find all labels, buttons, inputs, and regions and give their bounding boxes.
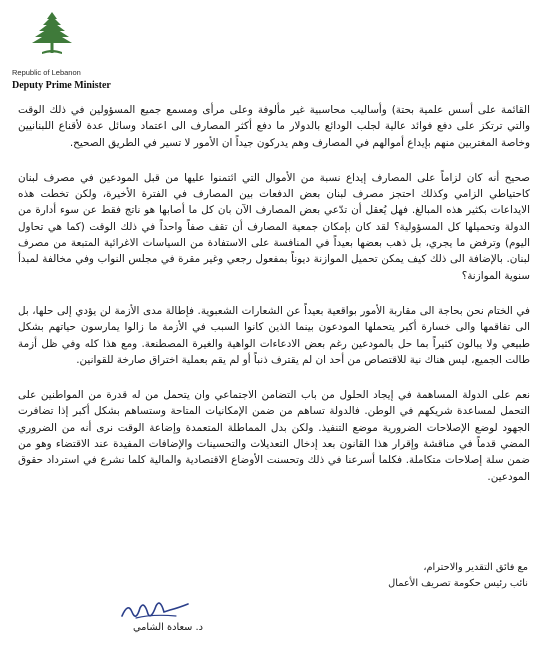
signatory-name: د. سعادة الشامي — [133, 622, 203, 633]
closing-block — [268, 560, 528, 592]
paragraph-3: في الختام نحن بحاجة الى مقاربة الأمور بواقعية بعيداً عن الشعارات الشعبوية. فإطالة مدى الأزمة لن يؤدي إلى حلها، بل الى تفاقمها والى خسارة أكبر يتحملها المودعون بينما الذين كانوا السبب في الأزمة ما زالوا يمارسون حياتهم بشكل طبيعي ولا يبالون كثيراً بما حل بالمودعين رغم بعض الادعاءات الواهية والغيرة المصطنعة. ومع هذا كله وفي ظل أزمة طالت الجميع، ليس هناك نية للاقتصاص من أحد ان لم يقترف ذنباً أو لم يقم بعملية اختراق صارخة للقوانين. — [18, 304, 530, 366]
paragraph-1: القائمة على أسس علمية بحتة) وأساليب محاسبية غير مألوفة وعلى مرأى ومسمع جميع المسؤولين في ذلك الوقت والتي ترتكز على دفع فوائد عالية لجلب الودائع بالدولار ما دفع أكثر المصارف الى اعتماد وسائل عدة لأقناع اللبنانيين وخاصة المغتربين منهم بإيداع أموالهم في المصارف وهم يدركون جيداً ان الأمور لا تسير في الطريق الصحيح. — [18, 104, 530, 149]
paragraph-2: صحيح أنه كان لزاماً على المصارف إيداع نسبة من الأموال التي ائتمنوا عليها من قبل المودعين في مصرف لبنان كاحتياطي الزامي وكذلك احتجز مصرف لبنان بعض الدفعات بين المصارف في الفترة الأخيرة، ولكن تخطت هذه الايداعات بكثير هذه المبالغ. فهل يُعقل أن تدّعي بعض المصارف الآن بان كل ما أصابها هو ناتج فقط عن سوء أدارة من الدولة وتحميلها كل المسؤولية؟ لقد كان بإمكان جمعية المصارف أن تقف صفاً واحداً في ذلك الوقت (كما هي تحاول اليوم) وترفض ما يجري، بل ذهب بعضها بعيداً في المنافسة على الاستفادة من السياسات الاغرائية المتبعة من مصرف لبنان. بالإضافة الى ذلك كيف يمكن تحميل الموازنة ديوناً بمفعول رجعي وغير مقرة في مجلس النواب وفي مخالفة لمبدأ سنوية الموازنة؟ — [18, 171, 530, 282]
office-title: Deputy Prime Minister — [12, 80, 111, 91]
closing-title: نائب رئيس حكومة تصريف الأعمال — [388, 578, 528, 589]
republic-label: Republic of Lebanon — [12, 68, 81, 77]
paragraph-4: نعم على الدولة المساهمة في إيجاد الحلول من باب التضامن الاجتماعي وان يتحمل من له قدرة من المواطنين على التحمل لمساعدة شريكهم في الوطن. فالدولة تساهم من ضمن الإمكانيات المتاحة وستساهم بشكل أكبر إذا تضافرت الجهود لوضع الإصلاحات الضرورية موضع التنفيذ. ولكن بدل المماطلة المتعمدة وإضاعة الوقت نرى أنه من الضروري المضي قدماً في مناقشة وإقرار هذا القانون بعد إدخال التعديلات والتحسينات والإضافات المفيدة عند الاقتضاء وهو من ضمن سلة إصلاحات متكاملة. فكلما أسرعنا في ذلك وتحسنت الأوضاع الاقتصادية والمالية كلما نشرع في استرداد حقوق المودعين. — [18, 389, 530, 483]
letter-body — [18, 102, 530, 504]
signature-icon — [118, 596, 192, 622]
closing-regards: مع فائق التقدير والاحترام، — [423, 562, 528, 573]
cedar-emblem-icon — [30, 10, 74, 58]
